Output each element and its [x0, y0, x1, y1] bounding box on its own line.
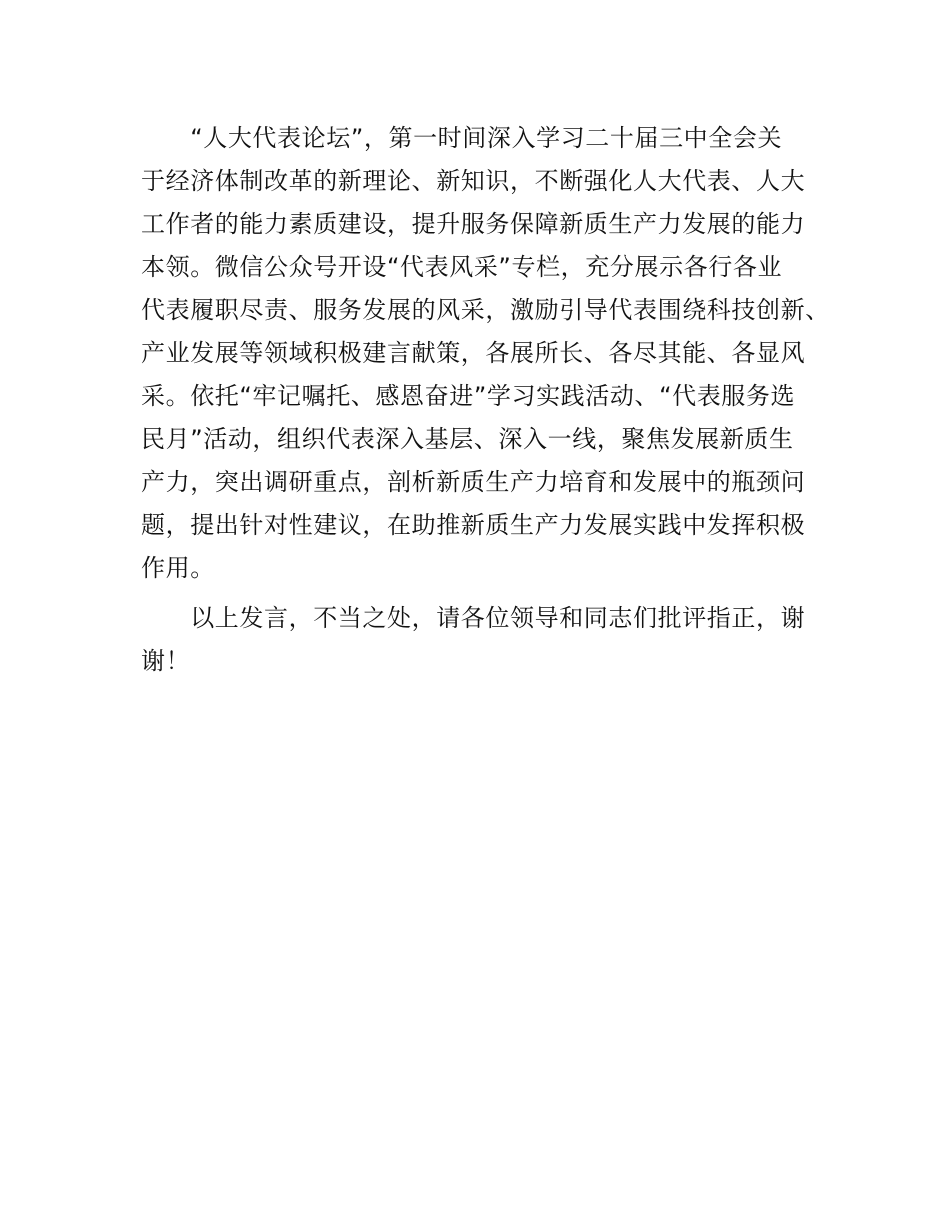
paragraph	[141, 597, 831, 683]
text-line: “人大代表论坛”，第一时间深入学习二十届三中全会关	[141, 124, 783, 152]
text-line: 代表履职尽责、服务发展的风采，激励引导代表围绕科技创新、	[141, 296, 830, 324]
text-line: 谢！	[141, 647, 191, 675]
text-line: 产力，突出调研重点，剖析新质生产力培育和发展中的瓶颈问	[141, 468, 806, 496]
body-text	[141, 117, 831, 683]
text-line: 作用。	[141, 554, 215, 582]
text-line: 民月”活动，组织代表深入基层、深入一线，聚焦发展新质生	[141, 425, 794, 453]
text-line: 本领。微信公众号开设“代表风采”专栏，充分展示各行各业	[141, 253, 783, 281]
text-line: 以上发言，不当之处，请各位领导和同志们批评指正，谢	[141, 604, 806, 632]
text-line: 于经济体制改革的新理论、新知识，不断强化人大代表、人大	[141, 167, 806, 195]
paragraph	[141, 117, 831, 590]
text-line: 采。依托“牢记嘱托、感恩奋进”学习实践活动、“代表服务选	[141, 382, 796, 410]
text-line: 产业发展等领域积极建言献策，各展所长、各尽其能、各显风	[141, 339, 806, 367]
text-line: 工作者的能力素质建设，提升服务保障新质生产力发展的能力	[141, 210, 806, 238]
text-line: 题，提出针对性建议，在助推新质生产力发展实践中发挥积极	[141, 511, 806, 539]
